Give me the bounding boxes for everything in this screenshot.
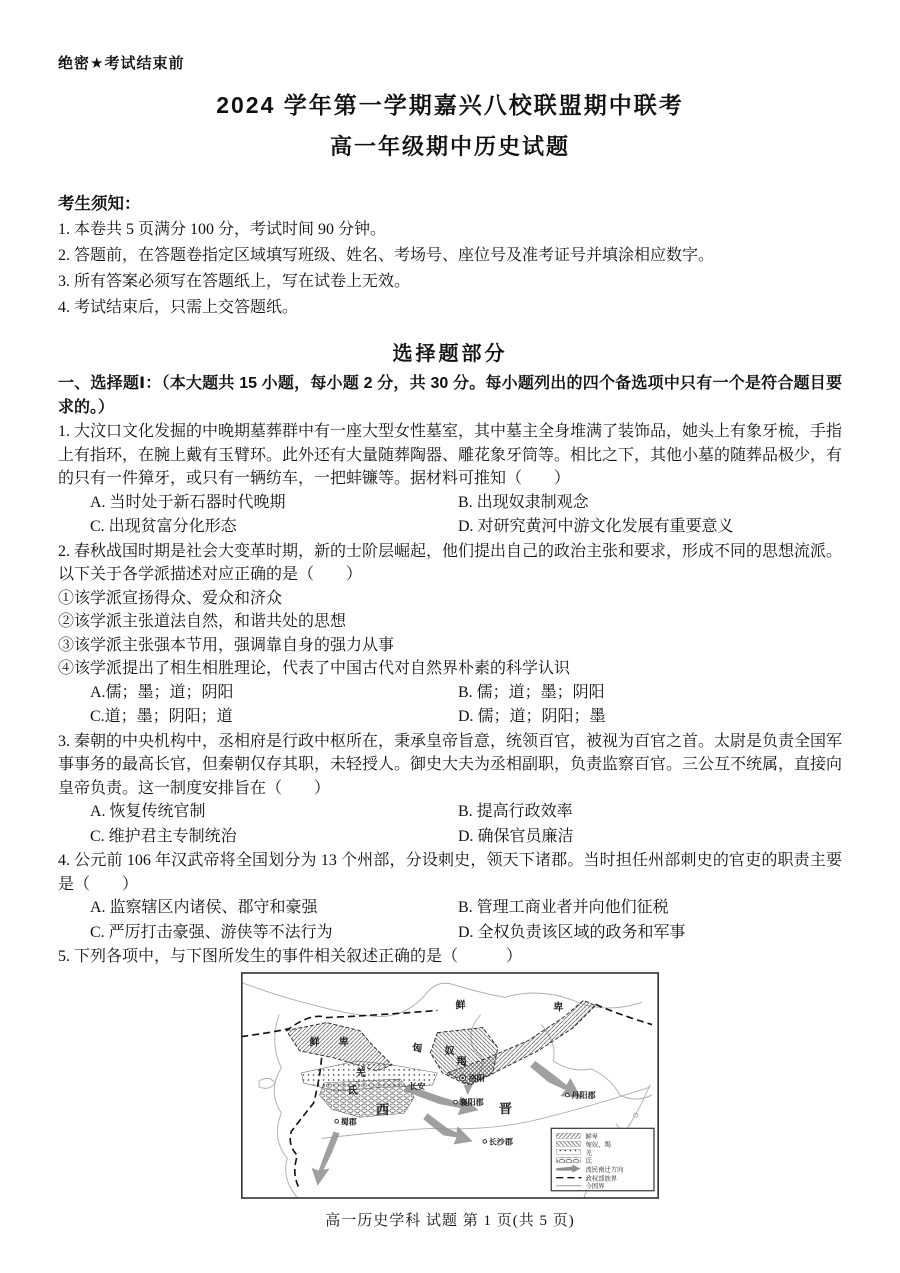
xi-label: 西 — [375, 1101, 390, 1117]
map-legend — [551, 1128, 654, 1190]
xiangyang-marker — [454, 1100, 458, 1104]
notice-heading: 考生须知： — [58, 195, 141, 213]
legend-label-di: 氐 — [585, 1157, 592, 1165]
jin-label: 晋 — [498, 1100, 512, 1116]
question-3-stem: 3. 秦朝的中央机构中，丞相府是行政中枢所在，秉承皇帝旨意，统领百官，被视为百官之首。太尉是负责全国军事事务的最高长官，但秦朝仅存其职，未轻授人。御史大夫为丞相副职，负责监察百官。三公互不统属，直接向皇帝负责。这一制度安排旨在（ ） — [58, 732, 843, 797]
legend-label-xiongnu-jie: 匈奴、羯 — [585, 1140, 611, 1148]
option-b: B. 出现奴隶制观念 — [458, 493, 589, 511]
option-a: A. 当时处于新石器时代晚期 — [90, 493, 286, 511]
question-5 — [58, 945, 842, 969]
question-4-stem: 4. 公元前 106 年汉武帝将全国划分为 13 个州部，分设刺史，领天下诸郡。当时担任州部刺史的官吏的职责主要是（ ） — [58, 852, 842, 893]
question-2-statement-2: ②该学派主张道法自然，和谐共处的思想 — [58, 613, 347, 630]
question-4-options — [58, 896, 842, 945]
question-2-statement-3: ③该学派主张强本节用，强调靠自身的强力从事 — [58, 636, 395, 654]
option-b: B. 提高行政效率 — [458, 803, 573, 820]
notice-item-1: 1. 本卷共 5 页满分 100 分，考试时间 90 分钟。 — [58, 221, 387, 238]
option-c: C. 严厉打击豪强、游侠等不法行为 — [90, 923, 333, 941]
legend-label-migration: 流民南迁方向 — [585, 1166, 624, 1174]
notice-item-3: 3. 所有答案必须写在答题纸上，写在试卷上无效。 — [58, 273, 411, 290]
legend-label-regime-border: 政权部族界 — [585, 1175, 618, 1183]
changan-label: 长安 — [409, 1081, 426, 1091]
legend-label-modern-border: 今国界 — [585, 1182, 605, 1190]
option-d: D. 对研究黄河中游文化发展有重要意义 — [458, 518, 734, 535]
option-b: B. 管理工商业者并向他们征税 — [458, 899, 669, 916]
migration-map-figure — [241, 972, 659, 1199]
question-3-options — [58, 800, 842, 849]
luoyang-label: 洛阳 — [468, 1073, 485, 1083]
option-d: D. 儒；道；阴阳；墨 — [458, 708, 606, 725]
di-label: 氐 — [347, 1085, 358, 1097]
section-title: 选择题部分 — [392, 343, 508, 365]
option-c: C.道；墨；阴阳；道 — [90, 708, 233, 725]
notice-item-2: 2. 答题前，在答题卷指定区域填写班级、姓名、考场号、座位号及准考证号并填涂相应数字。 — [58, 247, 715, 264]
notice-item-4: 4. 考试结束后，只需上交答题纸。 — [58, 299, 299, 316]
xiongnu-label-2: 奴 — [444, 1045, 455, 1057]
legend-label-xianbei: 鲜卑 — [585, 1132, 599, 1140]
xianbei-west-label-2: 卑 — [338, 1037, 349, 1049]
xiongnu-label-1: 匈 — [412, 1043, 423, 1055]
question-1-options — [58, 491, 842, 540]
option-a: A. 恢复传统官制 — [90, 803, 206, 820]
question-2 — [58, 540, 842, 730]
qiang-label: 羌 — [355, 1067, 366, 1079]
question-4 — [58, 849, 842, 945]
luoyang-marker-dot — [461, 1076, 464, 1079]
jie-label: 羯 — [456, 1056, 467, 1068]
xiangyang-label: 襄阳郡 — [459, 1097, 484, 1107]
question-2-statement-1: ①该学派宣扬得众、爱众和济众 — [58, 589, 283, 607]
question-2-stem: 2. 春秋战国时期是社会大变革时期，新的士阶层崛起，他们提出自己的政治主张和要求，形成不同的思想流派。以下关于各学派描述对应正确的是（ ） — [58, 542, 843, 583]
xianbei-north-label-1: 鲜 — [455, 999, 466, 1011]
section-intro: 一、选择题Ⅰ：（本大题共 15 小题，每小题 2 分，共 30 分。每小题列出的四个备选项中只有一个是符合题目要求的。） — [58, 375, 842, 416]
legend-swatch-qiang — [556, 1149, 580, 1154]
option-a: A.儒；墨；道；阴阳 — [90, 683, 234, 701]
danyang-label: 丹阳郡 — [571, 1090, 596, 1100]
option-d: D. 全权负责该区域的政务和军事 — [458, 923, 686, 941]
changsha-marker — [483, 1139, 487, 1143]
option-d: D. 确保官员廉洁 — [458, 827, 574, 845]
migration-map — [241, 972, 659, 1199]
security-notice: 绝密★考试结束前 — [58, 55, 185, 72]
xianbei-west-label-1: 鲜 — [309, 1037, 320, 1049]
question-1-stem: 1. 大汶口文化发掘的中晚期墓葬群中有一座大型女性墓室，其中墓主全身堆满了装饰品，她头上有象牙梳，手指上有指环，在腕上戴有玉臂环。此外还有大量随葬陶器、雕花象牙筒等。相比之下，其他小墓的随葬品极少，有的只有一件獐牙，或只有一辆纺车，一把蚌镰等。据材料可推知（ ） — [58, 423, 843, 487]
option-c: C. 维护君主专制统治 — [90, 827, 237, 845]
xianbei-north-label-2: 卑 — [553, 1001, 564, 1013]
question-5-stem: 5. 下列各项中，与下图所发生的事件相关叙述正确的是（ ） — [58, 948, 523, 965]
changsha-label: 长沙郡 — [488, 1136, 513, 1146]
option-a: A. 监察辖区内诸侯、郡守和豪强 — [90, 899, 318, 916]
legend-label-qiang: 羌 — [585, 1148, 592, 1156]
option-c: C. 出现贫富分化形态 — [90, 518, 237, 535]
question-3 — [58, 730, 842, 850]
danyang-marker — [566, 1093, 570, 1097]
legend-swatch-xiongnu-jie — [556, 1141, 580, 1146]
page-footer: 高一历史学科 试题 第 1 页(共 5 页) — [325, 1212, 575, 1229]
question-2-statement-4: ④该学派提出了相生相胜理论，代表了中国古代对自然界朴素的科学认识 — [58, 660, 571, 677]
shujun-marker — [335, 1119, 339, 1123]
option-b: B. 儒；道；墨；阴阳 — [458, 683, 605, 701]
question-1 — [58, 420, 842, 540]
legend-swatch-di — [556, 1157, 580, 1162]
question-2-options — [58, 681, 842, 730]
exam-title: 2024 学年第一学期嘉兴八校联盟期中联考 — [216, 92, 684, 118]
legend-swatch-xianbei — [556, 1133, 580, 1138]
shujun-label: 蜀郡 — [340, 1116, 357, 1126]
exam-subtitle: 高一年级期中历史试题 — [329, 134, 570, 159]
candidate-notice — [58, 191, 842, 321]
